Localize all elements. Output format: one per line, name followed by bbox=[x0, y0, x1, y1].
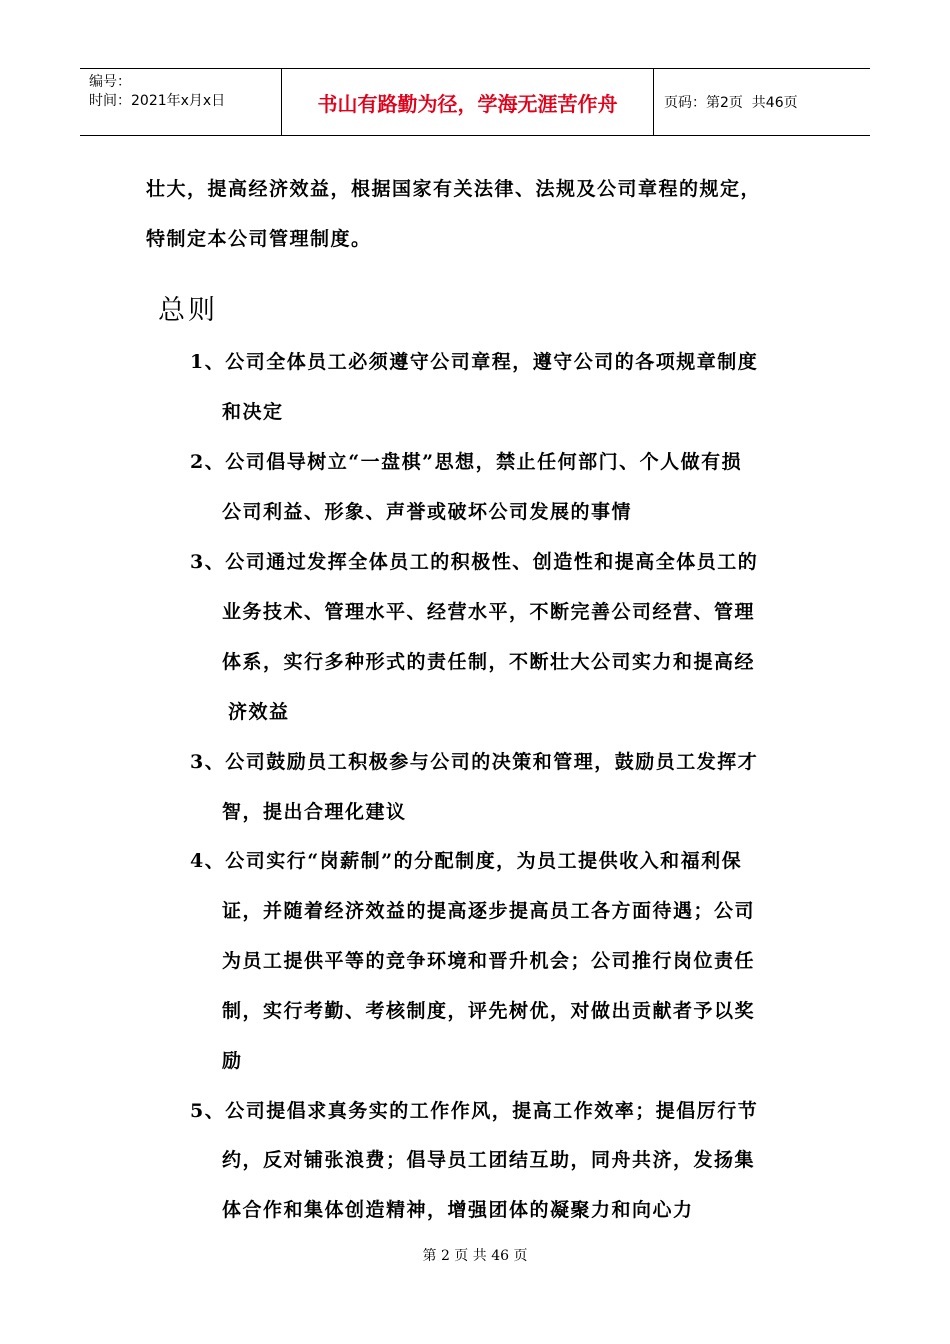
list-item-line: 3、公司鼓励员工积极参与公司的决策和管理，鼓励员工发挥才 bbox=[190, 751, 759, 773]
list-item-line: 励 bbox=[222, 1050, 243, 1072]
header-meta bbox=[80, 69, 282, 135]
document-number-label: 编号： bbox=[89, 74, 131, 90]
document-time-label: 时间：2021年x月x日 bbox=[89, 93, 226, 109]
list-item-line: 体合作和集体创造精神，增强团体的凝聚力和向心力 bbox=[222, 1199, 694, 1221]
header-page-info: 页码：第2页 共46页 bbox=[664, 95, 798, 111]
section-title: 总则 bbox=[158, 295, 218, 326]
list-item-line: 1、公司全体员工必须遵守公司章程，遵守公司的各项规章制度 bbox=[190, 351, 759, 373]
list-item-line: 体系，实行多种形式的责任制，不断壮大公司实力和提高经 bbox=[222, 651, 756, 673]
header-motto: 书山有路勤为径，学海无涯苦作舟 bbox=[282, 69, 654, 135]
list-item-line: 5、公司提倡求真务实的工作作风，提高工作效率；提倡厉行节 bbox=[190, 1100, 759, 1122]
page-footer: 第 2 页 共 46 页 bbox=[422, 1248, 528, 1264]
list-item-line: 约，反对铺张浪费；倡导员工团结互助，同舟共济，发扬集 bbox=[222, 1149, 756, 1171]
list-item-line: 业务技术、管理水平、经营水平，不断完善公司经营、管理 bbox=[222, 601, 756, 623]
list-item-line: 为员工提供平等的竞争环境和晋升机会；公司推行岗位责任 bbox=[222, 950, 756, 972]
page-header bbox=[80, 68, 870, 136]
list-item-line: 证，并随着经济效益的提高逐步提高员工各方面待遇；公司 bbox=[222, 900, 756, 922]
list-item-line: 3、公司通过发挥全体员工的积极性、创造性和提高全体员工的 bbox=[190, 551, 759, 573]
list-item-line: 2、公司倡导树立“一盘棋”思想，禁止任何部门、个人做有损 bbox=[190, 451, 743, 473]
list-item-line: 智，提出合理化建议 bbox=[222, 801, 407, 823]
list-item-line: 4、公司实行“岗薪制”的分配制度，为员工提供收入和福利保 bbox=[190, 850, 743, 872]
intro-line-2: 特制定本公司管理制度。 bbox=[146, 228, 372, 250]
list-item-line: 和决定 bbox=[222, 401, 284, 423]
list-item-line: 公司利益、形象、声誉或破坏公司发展的事情 bbox=[222, 501, 633, 523]
intro-line-1: 壮大，提高经济效益，根据国家有关法律、法规及公司章程的规定， bbox=[146, 178, 762, 200]
list-item-line: 济效益 bbox=[228, 701, 290, 723]
list-item-line: 制，实行考勤、考核制度，评先树优，对做出贡献者予以奖 bbox=[222, 1000, 756, 1022]
